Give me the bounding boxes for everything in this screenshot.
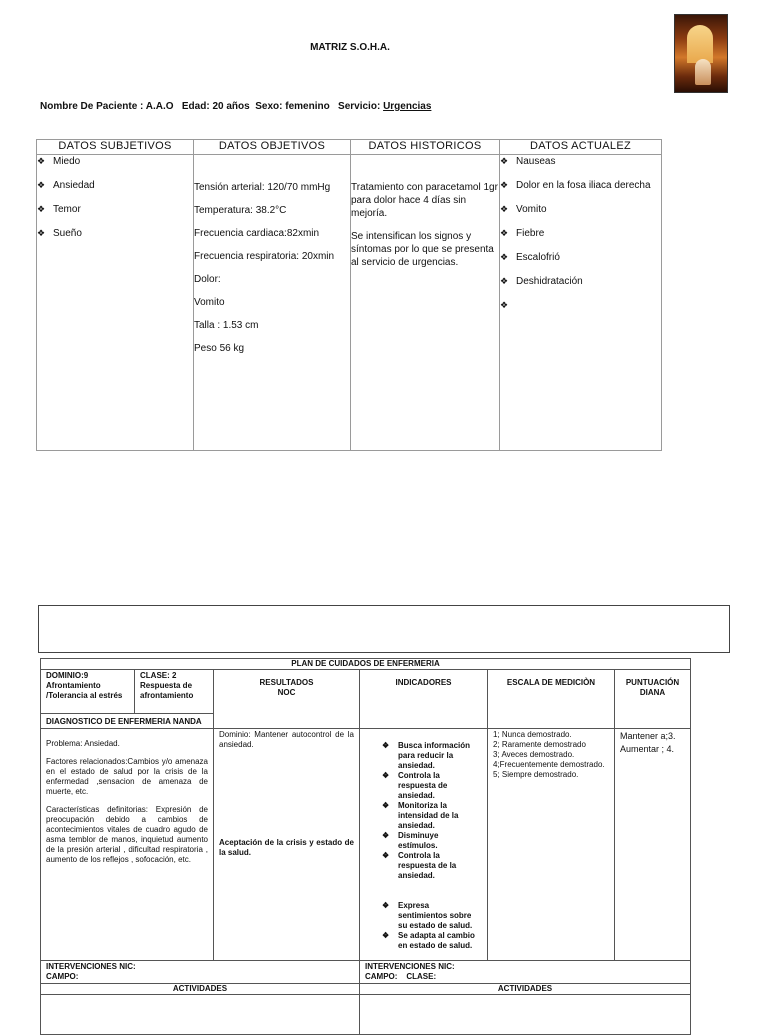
clase-cell bbox=[135, 670, 214, 714]
list-item: Se intensifican los signos y síntomas por lo que se presenta al servicio de urgencias. bbox=[351, 231, 494, 268]
campo-left-label: CAMPO: bbox=[46, 972, 79, 981]
list-item: Vomito bbox=[194, 297, 225, 308]
header-subjetivos: DATOS SUBJETIVOS bbox=[37, 140, 194, 155]
list-item: Frecuencia respiratoria: 20xmin bbox=[194, 251, 335, 262]
dominio-label: DOMINIO:9 bbox=[46, 671, 89, 680]
clase-label: CLASE: 2 bbox=[140, 671, 177, 680]
objetivos-cell bbox=[194, 155, 351, 451]
list-item: Frecuencia cardiaca:82xmin bbox=[194, 228, 320, 239]
list-item: ❖ Busca información para reducir la ansiedad. bbox=[382, 741, 477, 771]
problema-text: Problema: Ansiedad. bbox=[46, 739, 120, 748]
list-item: ❖ Expresa sentimientos sobre su estado de salud. bbox=[382, 901, 477, 931]
list-item: ❖ Vomito bbox=[500, 203, 661, 216]
list-item: ❖ Dolor en la fosa iliaca derecha bbox=[500, 179, 661, 192]
list-item: ❖ Se adapta al cambio en estado de salud. bbox=[382, 931, 477, 951]
subjetivos-cell bbox=[37, 155, 194, 451]
care-plan-table bbox=[40, 658, 691, 1035]
actividades-right-body bbox=[360, 995, 691, 1035]
escala-item: 4;Frecuentemente demostrado. bbox=[493, 760, 605, 769]
list-item: ❖ Disminuye estímulos. bbox=[382, 831, 477, 851]
header-objetivos: DATOS OBJETIVOS bbox=[194, 140, 351, 155]
indicadores-cell bbox=[360, 729, 488, 961]
list-item: ❖ Controla la respuesta de ansiedad. bbox=[382, 771, 477, 801]
list-item: Talla : 1.53 cm bbox=[194, 320, 259, 331]
list-item: Tensión arterial: 120/70 mmHg bbox=[194, 182, 331, 193]
actividades-right: ACTIVIDADES bbox=[360, 984, 691, 995]
escala-item: 2; Raramente demostrado bbox=[493, 740, 586, 749]
list-item: Peso 56 kg bbox=[194, 343, 245, 354]
clase-desc: Respuesta de afrontamiento bbox=[140, 681, 194, 700]
indicadores-list-1 bbox=[382, 741, 477, 881]
resultados-label: RESULTADOS bbox=[259, 678, 314, 687]
list-item: ❖ Ansiedad bbox=[37, 179, 193, 192]
photo-arch bbox=[687, 25, 713, 63]
historicos-cell bbox=[351, 155, 500, 451]
list-item: Tratamiento con paracetamol 1gr para dolor hace 4 días sin mejoría. bbox=[351, 182, 498, 219]
patient-info bbox=[40, 101, 431, 112]
resultados-header bbox=[214, 670, 360, 729]
photo-figure bbox=[695, 59, 711, 85]
dominio-cell bbox=[41, 670, 135, 714]
intervenciones-right bbox=[360, 961, 691, 984]
campo-right-label: CAMPO: CLASE: bbox=[365, 972, 437, 981]
noc-cell bbox=[214, 729, 360, 961]
diana-item: Mantener a;3. bbox=[620, 731, 676, 741]
escala-item: 1; Nunca demostrado. bbox=[493, 730, 572, 739]
diagnostico-header: DIAGNOSTICO DE ENFERMERIA NANDA bbox=[41, 714, 214, 729]
actividades-left-body bbox=[41, 995, 360, 1035]
list-item: ❖ Miedo bbox=[37, 155, 193, 168]
list-item: ❖ Monitoriza la intensidad de la ansiedad. bbox=[382, 801, 477, 831]
list-item: Temperatura: 38.2°C bbox=[194, 205, 287, 216]
escala-header: ESCALA DE MEDICIÒN bbox=[488, 670, 615, 729]
intervenciones-right-label: INTERVENCIONES NIC: bbox=[365, 962, 455, 971]
list-item: ❖ Fiebre bbox=[500, 227, 661, 240]
list-item: ❖ Escalofrió bbox=[500, 251, 661, 264]
patient-main: Nombre De Paciente : A.A.O Edad: 20 años Sexo: femenino Servicio: bbox=[40, 101, 384, 112]
dominio-desc: Afrontamiento /Tolerancia al estrés bbox=[46, 681, 123, 700]
indicadores-header: INDICADORES bbox=[360, 670, 488, 729]
list-item: ❖ Temor bbox=[37, 203, 193, 216]
photo-thumbnail bbox=[674, 14, 728, 93]
diana-cell bbox=[615, 729, 691, 961]
header-historicos: DATOS HISTORICOS bbox=[351, 140, 500, 155]
list-item: ❖ Deshidratación bbox=[500, 275, 661, 288]
escala-item: 3; Aveces demostrado. bbox=[493, 750, 575, 759]
list-item: ❖ Sueño bbox=[37, 227, 193, 240]
noc-label: NOC bbox=[277, 688, 296, 697]
patient-service: Urgencias bbox=[383, 101, 432, 112]
empty-box bbox=[38, 605, 730, 653]
list-item: ❖ Controla la respuesta de la ansiedad. bbox=[382, 851, 477, 881]
actuales-cell bbox=[500, 155, 662, 451]
plan-title: PLAN DE CUIDADOS DE ENFERMERIA bbox=[41, 659, 691, 670]
escala-item: 5; Siempre demostrado. bbox=[493, 770, 579, 779]
header-actuales: DATOS ACTUALEZ bbox=[500, 140, 662, 155]
dominio-noc-text: Dominio: Mantener autocontrol de la ansiedad. bbox=[219, 730, 354, 749]
document-title: MATRIZ S.O.H.A. bbox=[310, 42, 390, 53]
caracteristicas-text: Características definitorias: Expresión de preocupación debido a cambios de acontecimientos vitales de cuadro agudo de asma temblor de manos, inquietud aumento de la presión arterial , dificultad respiratoria , aumento de los reflejos , sofocación, etc. bbox=[46, 805, 208, 864]
diagnostico-cell bbox=[41, 729, 214, 961]
list-item: ❖ Nauseas bbox=[500, 155, 661, 168]
soap-table bbox=[36, 139, 662, 451]
intervenciones-left-label: INTERVENCIONES NIC: bbox=[46, 962, 136, 971]
puntuacion-header: PUNTUACIÓN DIANA bbox=[615, 670, 691, 729]
diana-item: Aumentar ; 4. bbox=[620, 744, 675, 754]
escala-cell bbox=[488, 729, 615, 961]
list-item: Dolor: bbox=[194, 274, 221, 285]
factores-text: Factores relacionados:Cambios y/o amenaza en el estado de salud por la crisis de la enfermedad ,sensacion de amenaza de muerte, etc. bbox=[46, 757, 208, 796]
indicadores-list-2 bbox=[382, 901, 477, 951]
aceptacion-text: Aceptación de la crisis y estado de la salud. bbox=[219, 838, 354, 857]
actividades-left: ACTIVIDADES bbox=[41, 984, 360, 995]
intervenciones-left bbox=[41, 961, 360, 984]
